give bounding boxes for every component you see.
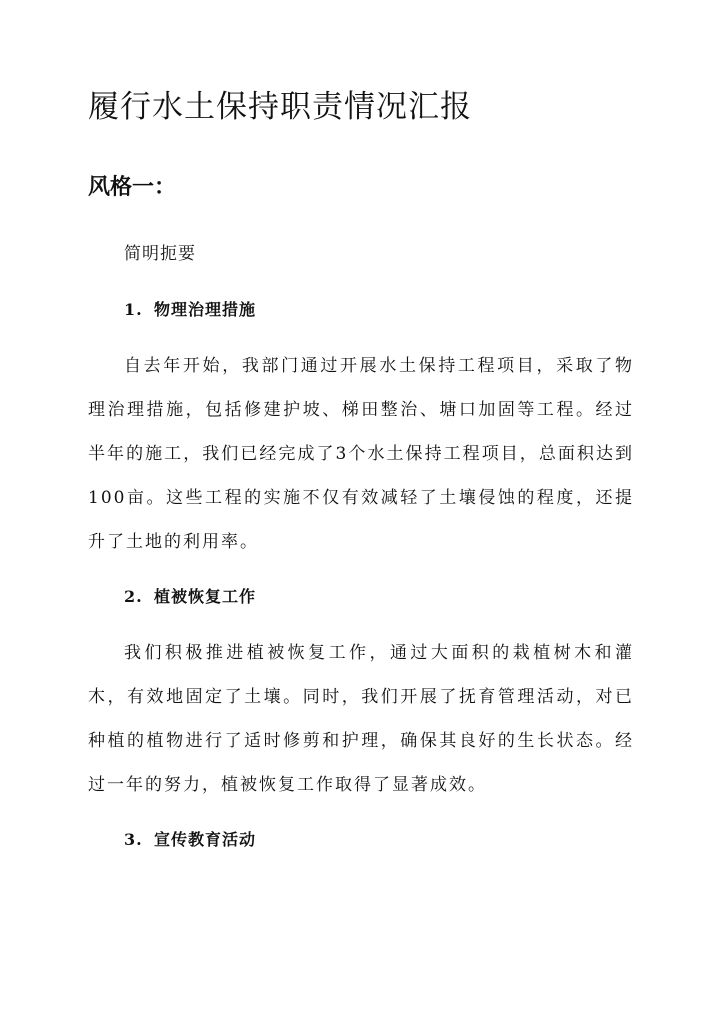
section-title: 宣传教育活动 xyxy=(154,830,257,849)
section-paragraph-1: 自去年开始，我部门通过开展水土保持工程项目，采取了物理治理措施，包括修建护坡、梯田整治、塘口加固等工程。经过半年的施工，我们已经完成了3个水土保持工程项目，总面积达到100亩。这些工程的实施不仅有效减轻了土壤侵蚀的程度，还提升了土地的利用率。 xyxy=(88,356,634,552)
section-heading-1 xyxy=(124,296,256,324)
section-number: 2. xyxy=(124,587,143,606)
section-number: 3. xyxy=(124,830,143,849)
section-paragraph-2: 我们积极推进植被恢复工作，通过大面积的栽植树木和灌木，有效地固定了土壤。同时，我们开展了抚育管理活动，对已种植的植物进行了适时修剪和护理，确保其良好的生长状态。经过一年的努力，植被恢复工作取得了显著成效。 xyxy=(88,643,634,795)
document-title: 履行水土保持职责情况汇报 xyxy=(88,89,472,125)
style-heading: 风格一： xyxy=(88,175,177,200)
section-title: 物理治理措施 xyxy=(154,300,257,319)
section-title: 植被恢复工作 xyxy=(154,587,257,606)
summary-label: 简明扼要 xyxy=(124,244,196,264)
section-heading-3 xyxy=(124,826,256,854)
section-number: 1. xyxy=(124,300,143,319)
section-heading-2 xyxy=(124,583,256,611)
